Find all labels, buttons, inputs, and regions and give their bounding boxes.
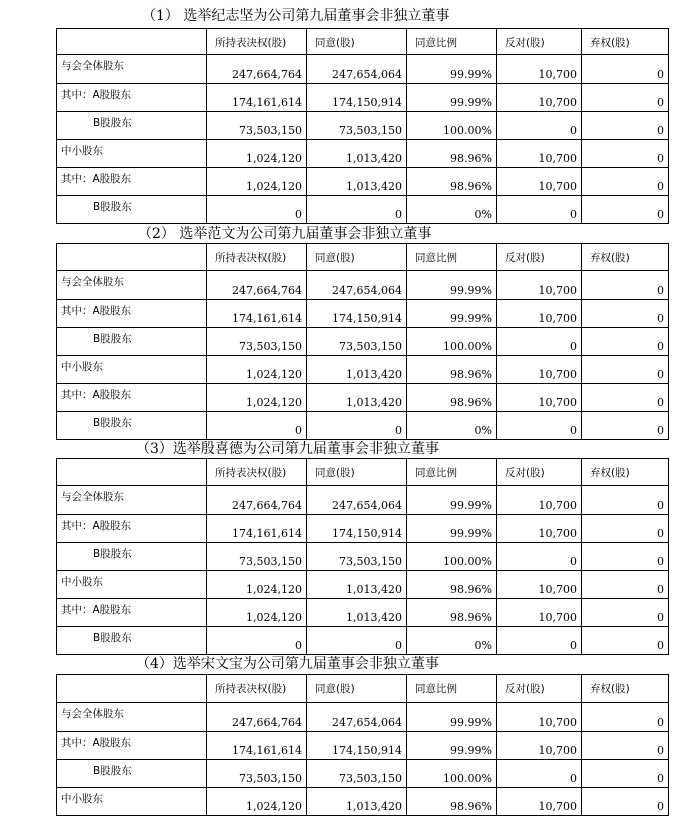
table-row: [57, 300, 669, 328]
row-label: 中小股东: [57, 571, 207, 599]
table-header-row: [57, 675, 669, 703]
header-agree: 同意(股): [307, 459, 407, 486]
cell-held: 1,024,120: [207, 788, 307, 816]
cell-agree: 0: [307, 412, 407, 440]
cell-abstain: 0: [582, 627, 669, 655]
header-oppose: 反对(股): [497, 459, 582, 486]
cell-ratio: 98.96%: [407, 140, 497, 168]
cell-agree: 73,503,150: [307, 760, 407, 788]
cell-oppose: 10,700: [497, 571, 582, 599]
table-row: [57, 196, 669, 224]
vote-table: [56, 28, 669, 224]
cell-oppose: 10,700: [497, 703, 582, 732]
cell-ratio: 0%: [407, 627, 497, 655]
cell-held: 73,503,150: [207, 760, 307, 788]
header-abstain: 弃权(股): [582, 675, 669, 703]
cell-agree: 1,013,420: [307, 599, 407, 627]
cell-abstain: 0: [582, 55, 669, 84]
header-oppose: 反对(股): [497, 29, 582, 55]
cell-held: 73,503,150: [207, 328, 307, 356]
cell-oppose: 0: [497, 328, 582, 356]
row-label: B股股东: [57, 627, 207, 655]
cell-ratio: 98.96%: [407, 571, 497, 599]
cell-oppose: 10,700: [497, 168, 582, 196]
cell-agree: 1,013,420: [307, 140, 407, 168]
header-ratio: 同意比例: [407, 675, 497, 703]
cell-ratio: 100.00%: [407, 760, 497, 788]
table-row: [57, 168, 669, 196]
header-agree: 同意(股): [307, 244, 407, 271]
header-blank: [57, 29, 207, 55]
cell-agree: 247,654,064: [307, 703, 407, 732]
header-held: 所持表决权(股): [207, 459, 307, 486]
header-abstain: 弃权(股): [582, 29, 669, 55]
table-row: [57, 571, 669, 599]
cell-ratio: 99.99%: [407, 271, 497, 300]
cell-abstain: 0: [582, 271, 669, 300]
header-blank: [57, 244, 207, 271]
cell-abstain: 0: [582, 486, 669, 515]
row-label: B股股东: [57, 760, 207, 788]
cell-agree: 73,503,150: [307, 543, 407, 571]
cell-ratio: 98.96%: [407, 356, 497, 384]
cell-held: 247,664,764: [207, 55, 307, 84]
cell-held: 247,664,764: [207, 486, 307, 515]
cell-oppose: 0: [497, 760, 582, 788]
cell-agree: 174,150,914: [307, 84, 407, 112]
cell-abstain: 0: [582, 300, 669, 328]
cell-abstain: 0: [582, 760, 669, 788]
cell-oppose: 10,700: [497, 384, 582, 412]
cell-agree: 73,503,150: [307, 112, 407, 140]
cell-abstain: 0: [582, 788, 669, 816]
row-label: 其中：A股股东: [57, 384, 207, 412]
header-ratio: 同意比例: [407, 29, 497, 55]
table-row: [57, 515, 669, 543]
header-ratio: 同意比例: [407, 459, 497, 486]
cell-held: 0: [207, 412, 307, 440]
row-label: B股股东: [57, 328, 207, 356]
cell-oppose: 10,700: [497, 55, 582, 84]
cell-abstain: 0: [582, 543, 669, 571]
section-title: （1） 选举纪志坚为公司第九届董事会非独立董事: [142, 8, 450, 24]
header-abstain: 弃权(股): [582, 244, 669, 271]
cell-ratio: 100.00%: [407, 543, 497, 571]
header-held: 所持表决权(股): [207, 29, 307, 55]
cell-abstain: 0: [582, 515, 669, 543]
cell-oppose: 10,700: [497, 356, 582, 384]
table-row: [57, 140, 669, 168]
cell-oppose: 10,700: [497, 599, 582, 627]
cell-oppose: 0: [497, 412, 582, 440]
cell-abstain: 0: [582, 384, 669, 412]
cell-agree: 247,654,064: [307, 55, 407, 84]
table-header-row: [57, 29, 669, 55]
row-label: B股股东: [57, 412, 207, 440]
header-blank: [57, 459, 207, 486]
row-label: 其中：A股股东: [57, 168, 207, 196]
cell-ratio: 100.00%: [407, 328, 497, 356]
cell-oppose: 10,700: [497, 140, 582, 168]
table-row: [57, 328, 669, 356]
table-row: [57, 543, 669, 571]
cell-held: 73,503,150: [207, 543, 307, 571]
row-label: B股股东: [57, 196, 207, 224]
cell-agree: 247,654,064: [307, 271, 407, 300]
cell-held: 247,664,764: [207, 703, 307, 732]
cell-held: 1,024,120: [207, 384, 307, 412]
table-header-row: [57, 244, 669, 271]
cell-oppose: 10,700: [497, 300, 582, 328]
cell-agree: 1,013,420: [307, 384, 407, 412]
section-title: （4）选举宋文宝为公司第九届董事会非独立董事: [136, 656, 439, 672]
row-label: 中小股东: [57, 788, 207, 816]
cell-agree: 174,150,914: [307, 732, 407, 760]
header-agree: 同意(股): [307, 29, 407, 55]
row-label: 与会全体股东: [57, 703, 207, 732]
table-row: [57, 627, 669, 655]
cell-agree: 0: [307, 627, 407, 655]
cell-oppose: 10,700: [497, 788, 582, 816]
row-label: 其中：A股股东: [57, 300, 207, 328]
cell-abstain: 0: [582, 168, 669, 196]
row-label: 其中：A股股东: [57, 599, 207, 627]
cell-ratio: 99.99%: [407, 55, 497, 84]
table-row: [57, 384, 669, 412]
row-label: 与会全体股东: [57, 55, 207, 84]
table-row: [57, 788, 669, 816]
header-ratio: 同意比例: [407, 244, 497, 271]
table-row: [57, 703, 669, 732]
row-label: 其中：A股股东: [57, 515, 207, 543]
cell-oppose: 10,700: [497, 84, 582, 112]
cell-oppose: 10,700: [497, 271, 582, 300]
section-title: （2） 选举范文为公司第九届董事会非独立董事: [138, 226, 432, 242]
cell-ratio: 99.99%: [407, 732, 497, 760]
table-row: [57, 760, 669, 788]
cell-agree: 73,503,150: [307, 328, 407, 356]
cell-agree: 0: [307, 196, 407, 224]
cell-ratio: 99.99%: [407, 486, 497, 515]
row-label: 其中：A股股东: [57, 84, 207, 112]
table-row: [57, 732, 669, 760]
cell-agree: 1,013,420: [307, 788, 407, 816]
cell-held: 1,024,120: [207, 356, 307, 384]
cell-held: 247,664,764: [207, 271, 307, 300]
cell-abstain: 0: [582, 140, 669, 168]
row-label: B股股东: [57, 543, 207, 571]
table-row: [57, 412, 669, 440]
cell-held: 0: [207, 196, 307, 224]
cell-ratio: 0%: [407, 412, 497, 440]
cell-agree: 1,013,420: [307, 356, 407, 384]
cell-abstain: 0: [582, 571, 669, 599]
cell-held: 174,161,614: [207, 84, 307, 112]
cell-oppose: 10,700: [497, 732, 582, 760]
table-row: [57, 84, 669, 112]
header-blank: [57, 675, 207, 703]
vote-table: [56, 458, 669, 655]
cell-ratio: 98.96%: [407, 788, 497, 816]
cell-held: 1,024,120: [207, 571, 307, 599]
cell-agree: 1,013,420: [307, 571, 407, 599]
cell-abstain: 0: [582, 412, 669, 440]
header-held: 所持表决权(股): [207, 244, 307, 271]
cell-held: 174,161,614: [207, 300, 307, 328]
row-label: 中小股东: [57, 356, 207, 384]
cell-abstain: 0: [582, 328, 669, 356]
cell-held: 0: [207, 627, 307, 655]
cell-agree: 174,150,914: [307, 300, 407, 328]
cell-oppose: 0: [497, 627, 582, 655]
cell-agree: 174,150,914: [307, 515, 407, 543]
vote-table: [56, 243, 669, 440]
cell-abstain: 0: [582, 84, 669, 112]
cell-held: 1,024,120: [207, 599, 307, 627]
cell-held: 1,024,120: [207, 140, 307, 168]
cell-agree: 1,013,420: [307, 168, 407, 196]
cell-abstain: 0: [582, 703, 669, 732]
table-row: [57, 112, 669, 140]
table-header-row: [57, 459, 669, 486]
row-label: 与会全体股东: [57, 271, 207, 300]
cell-held: 73,503,150: [207, 112, 307, 140]
cell-oppose: 0: [497, 112, 582, 140]
vote-table: [56, 674, 669, 816]
row-label: 其中：A股股东: [57, 732, 207, 760]
cell-oppose: 0: [497, 196, 582, 224]
cell-ratio: 99.99%: [407, 515, 497, 543]
section-title: （3）选举殷喜德为公司第九届董事会非独立董事: [136, 441, 439, 457]
table-row: [57, 599, 669, 627]
cell-oppose: 10,700: [497, 486, 582, 515]
cell-ratio: 98.96%: [407, 384, 497, 412]
cell-ratio: 99.99%: [407, 300, 497, 328]
cell-abstain: 0: [582, 196, 669, 224]
row-label: B股股东: [57, 112, 207, 140]
header-held: 所持表决权(股): [207, 675, 307, 703]
table-row: [57, 271, 669, 300]
cell-ratio: 98.96%: [407, 599, 497, 627]
header-oppose: 反对(股): [497, 244, 582, 271]
cell-ratio: 99.99%: [407, 84, 497, 112]
cell-held: 174,161,614: [207, 732, 307, 760]
header-agree: 同意(股): [307, 675, 407, 703]
cell-ratio: 98.96%: [407, 168, 497, 196]
cell-abstain: 0: [582, 599, 669, 627]
cell-oppose: 0: [497, 543, 582, 571]
header-oppose: 反对(股): [497, 675, 582, 703]
table-row: [57, 356, 669, 384]
cell-held: 1,024,120: [207, 168, 307, 196]
cell-ratio: 99.99%: [407, 703, 497, 732]
cell-ratio: 100.00%: [407, 112, 497, 140]
row-label: 中小股东: [57, 140, 207, 168]
cell-abstain: 0: [582, 732, 669, 760]
cell-abstain: 0: [582, 356, 669, 384]
table-row: [57, 486, 669, 515]
cell-oppose: 10,700: [497, 515, 582, 543]
cell-ratio: 0%: [407, 196, 497, 224]
header-abstain: 弃权(股): [582, 459, 669, 486]
cell-held: 174,161,614: [207, 515, 307, 543]
row-label: 与会全体股东: [57, 486, 207, 515]
table-row: [57, 55, 669, 84]
cell-agree: 247,654,064: [307, 486, 407, 515]
cell-abstain: 0: [582, 112, 669, 140]
